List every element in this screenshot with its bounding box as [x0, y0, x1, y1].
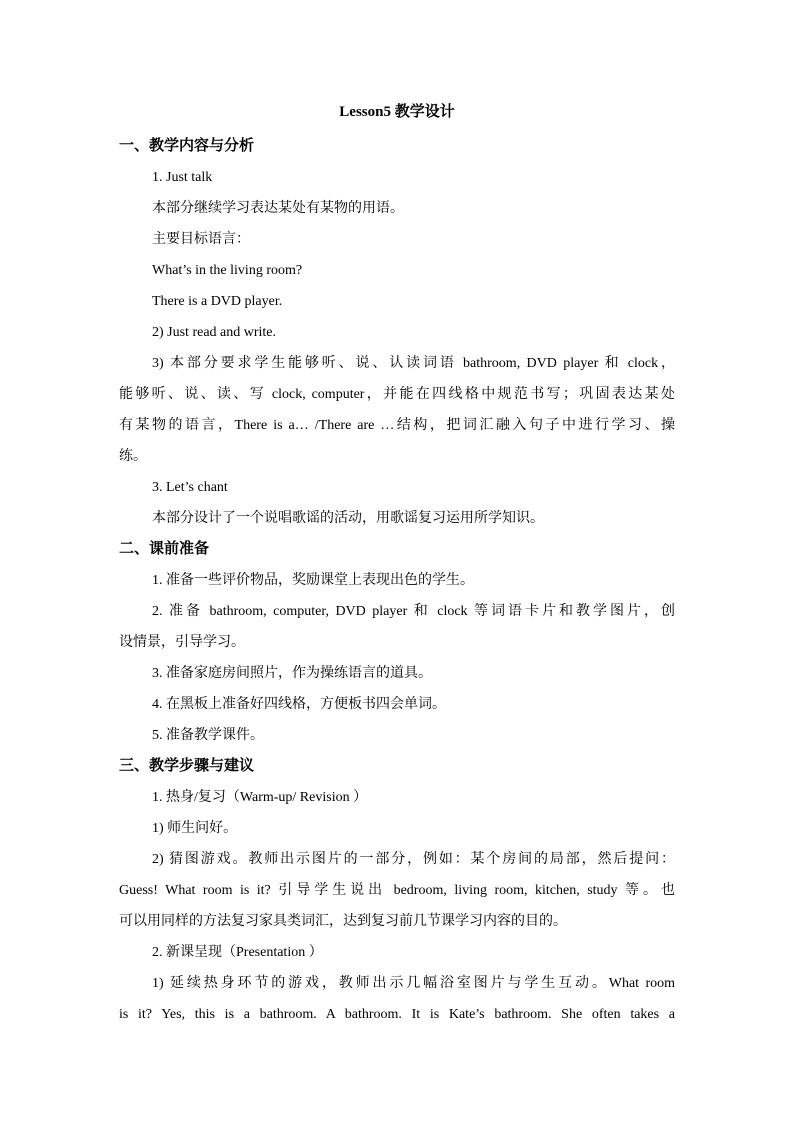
paragraph-line: 1) 师生问好。	[152, 821, 238, 836]
paragraph-line: 4. 在黑板上准备好四线格，方便板书四会单词。	[152, 697, 446, 712]
paragraph-line: 有某物的语言，There is a… /There are …结构，把词汇融入句子中进行学习、操	[119, 418, 675, 433]
paragraph-line: 3. 准备家庭房间照片，作为操练语言的道具。	[152, 666, 432, 681]
paragraph-line: 3) 本部分要求学生能够听、说、认读词语 bathroom, DVD player 和 clock，	[152, 356, 675, 371]
paragraph-line: 1. Just talk	[152, 170, 213, 185]
paragraph-line: is it? Yes, this is a bathroom. A bathroom. It is Kate’s bathroom. She often takes a	[119, 1007, 675, 1022]
paragraph-line: 3. Let’s chant	[152, 480, 228, 495]
paragraph-line: 可以用同样的方法复习家具类词汇，达到复习前几节课学习内容的目的。	[119, 914, 567, 929]
paragraph-line: 本部分继续学习表达某处有某物的用语。	[152, 201, 404, 216]
paragraph-line: 1) 延续热身环节的游戏，教师出示几幅浴室图片与学生互动。What room	[152, 976, 675, 991]
paragraph-line: 2) 猜图游戏。教师出示图片的一部分，例如：某个房间的局部，然后提问：	[152, 852, 675, 867]
paragraph-line: What’s in the living room?	[152, 263, 303, 278]
heading-1: 一、教学内容与分析	[119, 138, 255, 154]
paragraph-line: Guess! What room is it? 引导学生说出 bedroom, living room, kitchen, study 等。也	[119, 883, 675, 898]
paragraph-line: 2. 新课呈现（Presentation ）	[152, 945, 323, 960]
paragraph-line: 设情景，引导学习。	[119, 635, 245, 650]
paragraph-line: 练。	[119, 449, 147, 464]
paragraph-line: 本部分设计了一个说唱歌谣的活动，用歌谣复习运用所学知识。	[152, 511, 544, 526]
paragraph-line: 2) Just read and write.	[152, 325, 277, 340]
heading-2: 二、课前准备	[119, 541, 210, 557]
heading-3: 三、教学步骤与建议	[119, 758, 255, 774]
paragraph-line: 5. 准备教学课件。	[152, 728, 264, 743]
paragraph-line: 能够听、说、读、写 clock, computer，并能在四线格中规范书写；巩固表达某处	[119, 387, 675, 402]
document-body	[119, 131, 675, 1030]
paragraph-line: There is a DVD player.	[152, 294, 283, 309]
paragraph-line: 主要目标语言：	[152, 232, 250, 247]
paragraph-line: 1. 准备一些评价物品，奖励课堂上表现出色的学生。	[152, 573, 474, 588]
paragraph-line: 2. 准备 bathroom, computer, DVD player 和 clock 等词语卡片和教学图片，创	[152, 604, 675, 619]
paragraph-line: 1. 热身/复习（Warm-up/ Revision ）	[152, 790, 368, 805]
document-title: Lesson5 教学设计	[339, 104, 455, 120]
